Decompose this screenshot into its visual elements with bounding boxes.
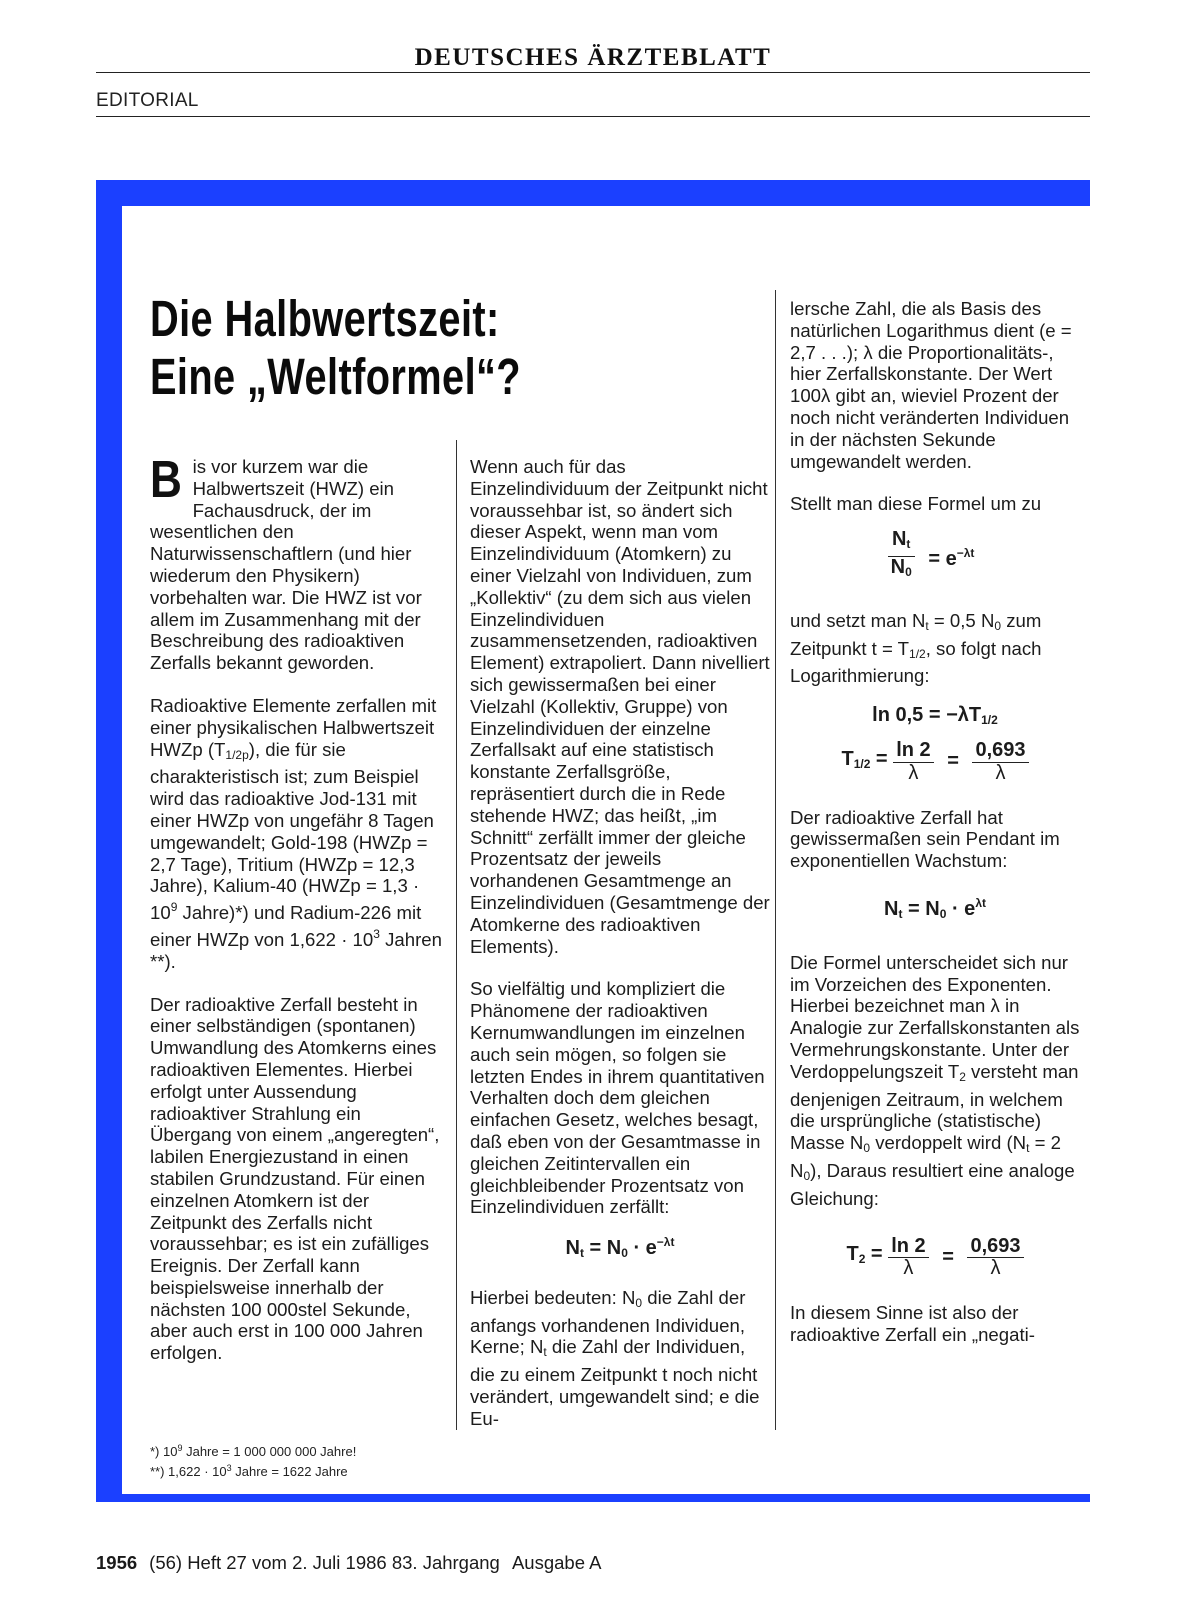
equals	[928, 543, 974, 571]
text: zum Zeitpunkt t = T	[790, 609, 1042, 659]
article-title	[150, 290, 521, 406]
masthead: DEUTSCHES ÄRZTEBLATT	[414, 44, 772, 71]
text: Jahre)*) und Radium-226 mit einer HWZp von 1,622 · 10	[150, 902, 422, 950]
subscript: 0	[905, 564, 912, 579]
fraction	[888, 1236, 928, 1281]
fraction	[972, 740, 1028, 785]
page-number: 1956	[96, 1552, 138, 1573]
formula-half-life	[790, 740, 1080, 785]
symbol: N	[606, 1237, 622, 1260]
symbol: N	[884, 897, 899, 920]
fraction	[888, 529, 915, 584]
paragraph: Der radioaktive Zerfall besteht in einer selbständigen (spontanen) Umwandlung des Atomkerns eines radioaktiven Elementes. Hierbei erfolgt unter Aussendung radioaktiver Strahlung ein Übergang von einem „angeregten“, labilen Energiezustand in einen stabilen Grundzustand. Für einen einzelnen Atomkern ist der Zeitpunkt des Zerfalls nicht voraussehbar; es ist ein zufälliges Ereignis. Der Zerfall kann beispielsweise innerhalb der nächsten 100 000stel Sekunde, aber auch erst in 100 000 Jahren erfolgen.	[150, 993, 440, 1364]
issue-info: (56) Heft 27 vom 2. Juli 1986 83. Jahrgang	[149, 1552, 500, 1573]
symbol: = e	[928, 547, 957, 570]
text: Jahren **).	[150, 928, 442, 972]
denominator	[888, 557, 915, 584]
superscript: −λt	[956, 545, 975, 560]
formula-ratio	[790, 529, 1080, 584]
subscript: 0	[994, 618, 1002, 633]
section-rule	[96, 116, 1090, 117]
subscript: t	[543, 1345, 547, 1360]
superscript: −λt	[656, 1235, 675, 1250]
subscript: 0	[635, 1295, 643, 1310]
title-line-1: Die Halbwertszeit:	[150, 290, 500, 347]
formula-decay-law	[470, 1232, 770, 1265]
subscript: 0	[621, 1246, 628, 1261]
subscript: 1/2	[853, 756, 871, 771]
text: Jahre = 1 000 000 000 Jahre!	[182, 1444, 357, 1459]
numerator	[888, 529, 915, 557]
edition: Ausgabe A	[511, 1552, 602, 1573]
subscript: t	[925, 618, 929, 633]
subscript: t	[579, 1246, 584, 1261]
title-line-2: Eine „Weltformel“?	[150, 348, 521, 405]
denominator: λ	[990, 1257, 1001, 1280]
symbol: · e	[627, 1237, 657, 1260]
subscript: t	[898, 906, 903, 921]
subscript: 0	[863, 1141, 871, 1156]
text: Die Formel unterscheidet sich nur im Vorzeichen des Exponenten. Hierbei bezeichnet man λ in Analogie zur Zerfallskonstanten als Vermehrungskonstante. Unter der Verdoppelungszeit T	[790, 951, 1080, 1082]
section-label: EDITORIAL	[96, 90, 199, 111]
superscript: 3	[373, 926, 380, 941]
formula-ln	[790, 705, 1080, 732]
numerator: 0,693	[972, 740, 1028, 763]
paragraph	[150, 695, 442, 973]
column-2	[470, 456, 770, 1451]
text: verdoppelt wird (N	[870, 1132, 1027, 1154]
equals: =	[947, 750, 959, 773]
subscript: 1/2	[981, 713, 998, 728]
superscript: 9	[170, 900, 178, 915]
equals: =	[942, 1245, 954, 1268]
text: versteht man denjenigen Zeitraum, in welchem die ursprüngliche (statistische) Masse N	[790, 1060, 1079, 1154]
numerator: ln 2	[893, 740, 933, 763]
text: die Zahl der Individuen, die zu einem Zeitpunkt t noch nicht verändert, umgewandelt sind; e die Eu-	[470, 1336, 760, 1429]
symbol: T	[846, 1243, 859, 1266]
column-divider-1	[456, 440, 457, 1430]
paragraph	[790, 610, 1080, 687]
denominator: λ	[908, 761, 919, 784]
lhs: $T_2$ =	[846, 1243, 883, 1267]
subscript: 0	[939, 906, 947, 921]
footnote-2	[150, 1460, 450, 1480]
column-1	[150, 451, 442, 1385]
text: = 2 N	[790, 1132, 1061, 1181]
text: Jahre = 1622 Jahre	[231, 1464, 348, 1479]
symbol: =	[583, 1237, 607, 1260]
paragraph: So vielfältig und kompliziert die Phänomene der radioaktiven Kernumwandlungen im einzelnen auch sein mögen, so folgen sie letzten Endes in ihrem quantitativen Verhalten doch dem gleichen einfachen Gesetz, welches besagt, daß eben von der Gesamtmasse in gleichen Zeitintervallen ein gleichbleibender Prozentsatz von Einzelindividuen zerfällt:	[470, 978, 765, 1218]
numerator: ln 2	[888, 1236, 928, 1259]
text: *) 10	[150, 1444, 178, 1459]
column-divider-2	[775, 290, 776, 1430]
text: die Zahl der anfangs vorhandenen Individuen, Kerne; N	[470, 1286, 746, 1358]
formula-growth	[790, 893, 1080, 926]
paragraph	[790, 952, 1080, 1210]
paragraph: Stellt man diese Formel um zu	[790, 493, 1042, 515]
footnote-1	[150, 1440, 450, 1460]
paragraph: Wenn auch für das Einzelindividuum der Zeitpunkt nicht voraussehbar ist, so ändert sich dieser Aspekt, wenn man vom Einzelindividuum (Atomkern) zu einer Vielzahl von Individuen, zum „Kollektiv“ (zu dem sich aus vielen Einzelindividuen zusammensetzenden, radioaktiven Element) extrapoliert. Dann nivelliert sich gewissermaßen bei einer Vielzahl (Kollektiv, Gruppe) von Einzelindividuen der einzelne Zerfallsakt auf eine statistisch konstante Zerfallsgröße, repräsentiert durch die in Rede stehende HWZ; das heißt, „im Schnitt“ zerfällt immer der gleiche Prozentsatz der jeweils vorhandenen Gesamtmenge an Einzelindividuen (Gesamtmenge der Atomkerne des radioaktiven Elements).	[470, 456, 770, 957]
paragraph	[150, 451, 442, 674]
subscript: t	[1026, 1141, 1030, 1156]
subscript: 1/2p	[225, 747, 249, 762]
text: , so folgt nach Logarithmierung:	[790, 637, 1042, 687]
paragraph	[470, 1287, 770, 1430]
lhs: $T_{1/2}$ =	[841, 747, 888, 771]
symbol: · e	[946, 897, 976, 920]
subscript: 1/2	[909, 646, 926, 661]
text: ), Daraus resultiert eine analoge Gleichung:	[790, 1159, 1075, 1209]
text: Hierbei bedeuten: N	[470, 1286, 636, 1308]
text: Radioaktive Elemente zerfallen mit einer physikalischen Halbwertszeit HWZp (T	[150, 694, 437, 760]
symbol: = N	[902, 897, 940, 920]
text: ), die für sie charakteristisch ist; zum Beispiel wird das radioaktive Jod-131 mit einer HWZp von ungefähr 8 Tagen umgewandelt; Gold-198 (HWZp = 2,7 Tage), Tritium (HWZp = 12,3 Jahre), Kalium-40 (HWZp = 1,3 · 10	[150, 738, 434, 924]
superscript: 9	[177, 1443, 183, 1453]
denominator: λ	[995, 761, 1006, 784]
numerator: 0,693	[967, 1236, 1023, 1259]
footnotes	[150, 1440, 450, 1480]
masthead-rule	[96, 72, 1090, 73]
paragraph: In diesem Sinne ist also der radioaktive Zerfall ein „negati-	[790, 1302, 1035, 1345]
paragraph: lersche Zahl, die als Basis des natürlichen Logarithmus dient (e = 2,7 . . .); λ die Proportionalitäts-, hier Zerfallskonstante. Der Wert 100λ gibt an, wieviel Prozent der noch nicht veränderten Individuen in der nächsten Sekunde umgewandelt werden.	[790, 298, 1072, 472]
denominator: λ	[903, 1257, 914, 1280]
subscript: 2	[858, 1252, 866, 1267]
fraction	[893, 740, 933, 785]
subscript: 2	[959, 1069, 966, 1084]
text: und setzt man N	[790, 609, 926, 631]
symbol: N	[891, 528, 907, 551]
column-3	[790, 298, 1080, 1367]
superscript: λt	[975, 895, 986, 910]
superscript: 3	[226, 1463, 232, 1473]
symbol: T	[841, 747, 854, 770]
symbol: N	[890, 555, 906, 578]
paragraph: Der radioaktive Zerfall hat gewissermaßen sein Pendant im exponentiellen Wachstum:	[790, 806, 1060, 872]
page-footer	[96, 1552, 609, 1574]
subscript: t	[906, 537, 911, 552]
text: = 0,5 N	[928, 609, 995, 631]
subscript: 0	[803, 1168, 811, 1183]
paragraph-text: is vor kurzem war die Halbwertszeit (HWZ) ein Fachausdruck, der im wesentlichen den Naturwissenschaftlern (und hier wiederum den Physikern) vorbehalten war. Die HWZ ist vor allem im Zusammenhang mit der Beschreibung des radioaktiven Zerfalls bekannt geworden.	[150, 456, 422, 674]
symbol: ln 0,5 = −λT	[872, 704, 982, 727]
drop-cap: B	[150, 451, 182, 509]
fraction	[967, 1236, 1023, 1281]
text: **) 1,622 · 10	[150, 1464, 227, 1479]
symbol: N	[565, 1237, 580, 1260]
formula-doubling-time	[790, 1236, 1080, 1281]
